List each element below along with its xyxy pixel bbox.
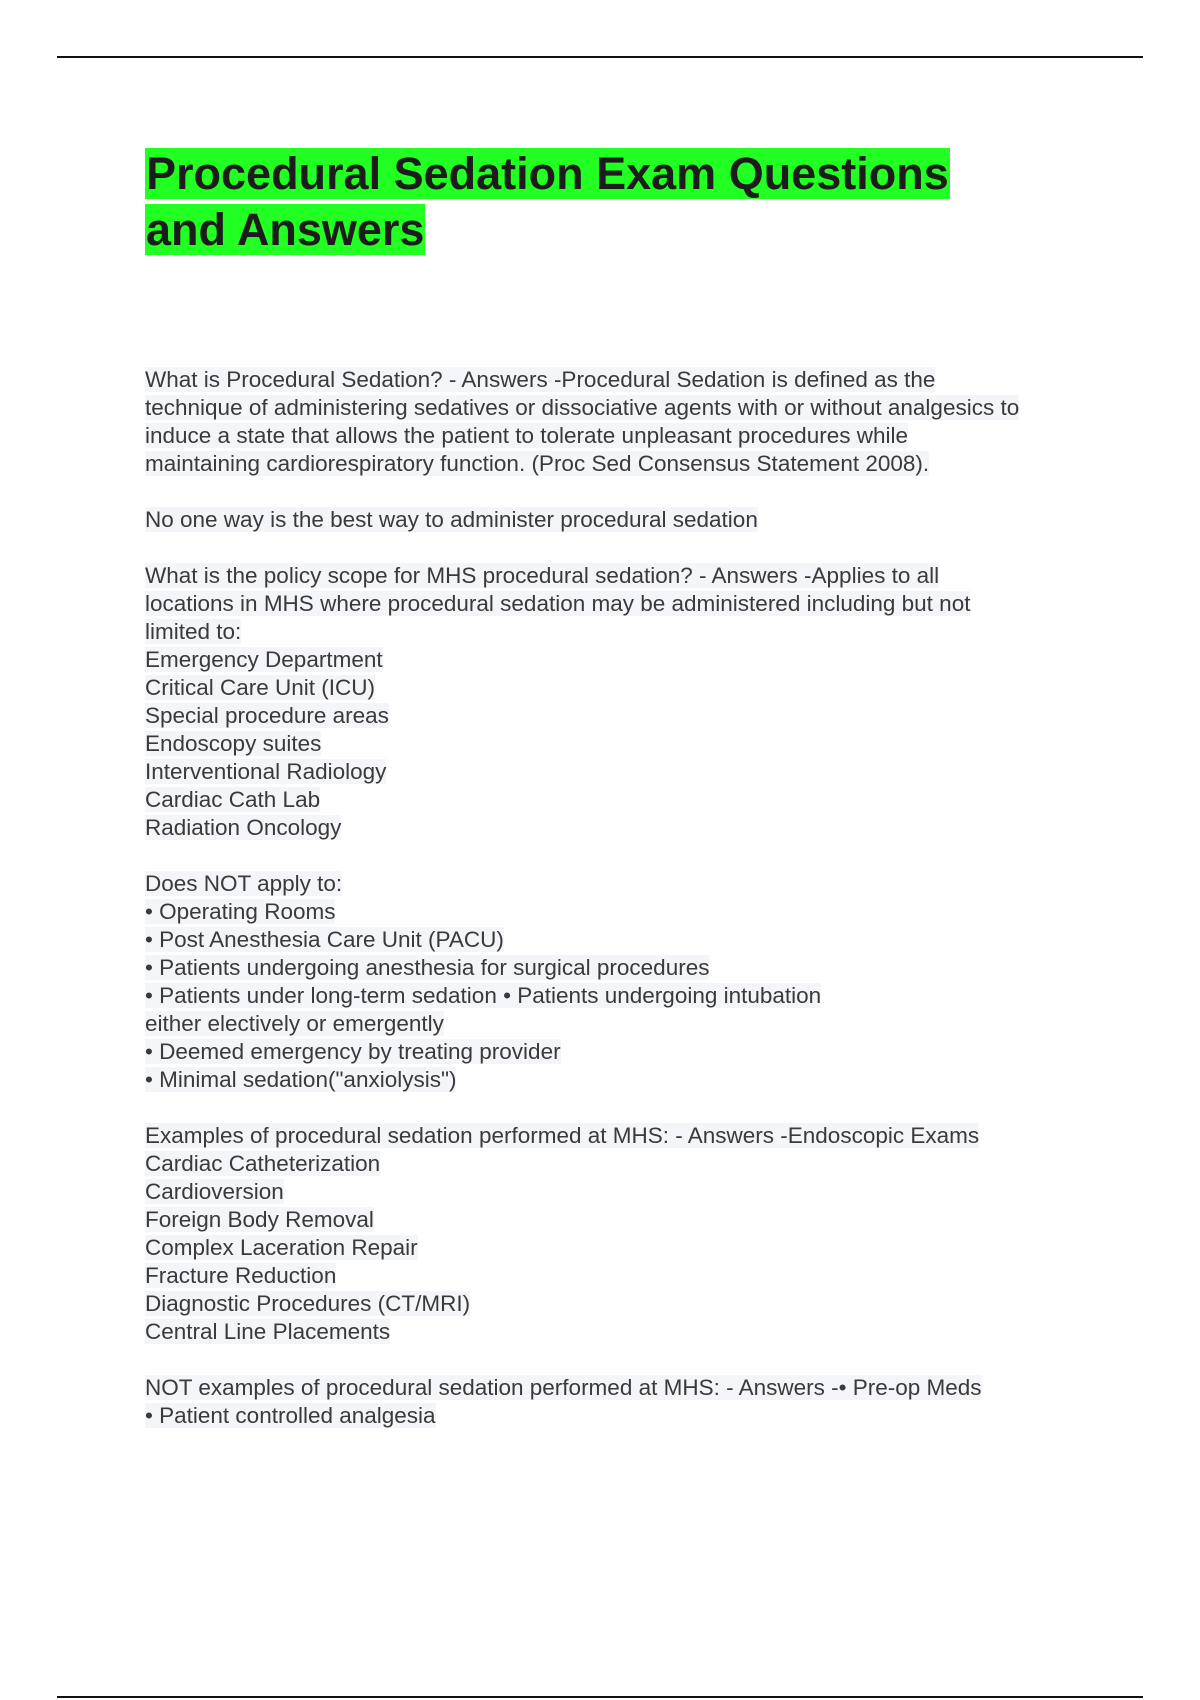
text-line-content: induce a state that allows the patient to tolerate unpleasant procedures while (145, 423, 908, 448)
text-line-content: either electively or emergently (145, 1011, 444, 1036)
text-line-content: Complex Laceration Repair (145, 1235, 418, 1260)
text-line-content: • Post Anesthesia Care Unit (PACU) (145, 927, 504, 952)
text-line (145, 758, 1105, 786)
text-line (145, 1402, 1105, 1430)
text-line (145, 954, 1105, 982)
text-line-content: limited to: (145, 619, 242, 644)
text-line-content: Special procedure areas (145, 703, 389, 728)
text-line-content: Does NOT apply to: (145, 871, 343, 896)
text-line-content: Endoscopy suites (145, 731, 322, 756)
text-line-content: Central Line Placements (145, 1319, 391, 1344)
text-line-content: No one way is the best way to administer procedural sedation (145, 507, 758, 532)
title-line: Procedural Sedation Exam Questions (146, 148, 949, 199)
text-line-content: Critical Care Unit (ICU) (145, 675, 376, 700)
text-line (145, 450, 1105, 478)
text-line-content: Diagnostic Procedures (CT/MRI) (145, 1291, 471, 1316)
text-line (145, 1234, 1105, 1262)
text-line (145, 870, 1105, 898)
text-line (145, 590, 1105, 618)
text-line (145, 926, 1105, 954)
text-line (145, 730, 1105, 758)
text-line-content: Foreign Body Removal (145, 1207, 374, 1232)
qa-paragraph (145, 870, 1105, 1094)
page-title (145, 146, 1045, 258)
top-divider (57, 56, 1143, 58)
text-line-content: What is the policy scope for MHS procedural sedation? - Answers -Applies to all (145, 563, 940, 588)
text-line (145, 786, 1105, 814)
text-line (145, 1262, 1105, 1290)
text-line (145, 1206, 1105, 1234)
text-line (145, 646, 1105, 674)
text-line-content: • Operating Rooms (145, 899, 336, 924)
text-line (145, 618, 1105, 646)
text-line-content: What is Procedural Sedation? - Answers -Procedural Sedation is defined as the (145, 367, 936, 392)
text-line (145, 422, 1105, 450)
text-line (145, 366, 1105, 394)
text-line (145, 702, 1105, 730)
text-line-content: Interventional Radiology (145, 759, 387, 784)
text-line-content: • Patient controlled analgesia (145, 1403, 436, 1428)
text-line-content: Radiation Oncology (145, 815, 342, 840)
text-line-content: NOT examples of procedural sedation performed at MHS: - Answers -• Pre-op Meds (145, 1375, 982, 1400)
text-line-content: • Minimal sedation("anxiolysis") (145, 1067, 457, 1092)
text-line-content: Fracture Reduction (145, 1263, 337, 1288)
text-line-content: • Patients undergoing anesthesia for surgical procedures (145, 955, 710, 980)
text-line (145, 814, 1105, 842)
text-line (145, 506, 1105, 534)
text-line (145, 898, 1105, 926)
qa-paragraph (145, 562, 1105, 842)
text-line-content: maintaining cardiorespiratory function. (Proc Sed Consensus Statement 2008). (145, 451, 930, 476)
text-line (145, 1150, 1105, 1178)
text-line (145, 1318, 1105, 1346)
text-line-content: • Deemed emergency by treating provider (145, 1039, 561, 1064)
text-line-content: Cardiac Cath Lab (145, 787, 321, 812)
document-body (145, 366, 1105, 1458)
text-line (145, 1122, 1105, 1150)
qa-paragraph (145, 1374, 1105, 1430)
text-line (145, 1290, 1105, 1318)
text-line (145, 1178, 1105, 1206)
text-line (145, 1066, 1105, 1094)
bottom-divider (57, 1696, 1143, 1698)
title-line: and Answers (146, 204, 425, 255)
text-line-content: • Patients under long-term sedation • Patients undergoing intubation (145, 983, 822, 1008)
text-line-content: Cardiac Catheterization (145, 1151, 381, 1176)
text-line (145, 1038, 1105, 1066)
text-line (145, 674, 1105, 702)
text-line-content: technique of administering sedatives or dissociative agents with or without analgesics to (145, 395, 1020, 420)
text-line-content: locations in MHS where procedural sedation may be administered including but not (145, 591, 971, 616)
text-line-content: Emergency Department (145, 647, 383, 672)
text-line (145, 1010, 1105, 1038)
qa-paragraph (145, 1122, 1105, 1346)
text-line (145, 982, 1105, 1010)
text-line (145, 1374, 1105, 1402)
text-line-content: Examples of procedural sedation performed at MHS: - Answers -Endoscopic Exams (145, 1123, 980, 1148)
qa-paragraph (145, 506, 1105, 534)
text-line-content: Cardioversion (145, 1179, 284, 1204)
qa-paragraph (145, 366, 1105, 478)
text-line (145, 394, 1105, 422)
text-line (145, 562, 1105, 590)
